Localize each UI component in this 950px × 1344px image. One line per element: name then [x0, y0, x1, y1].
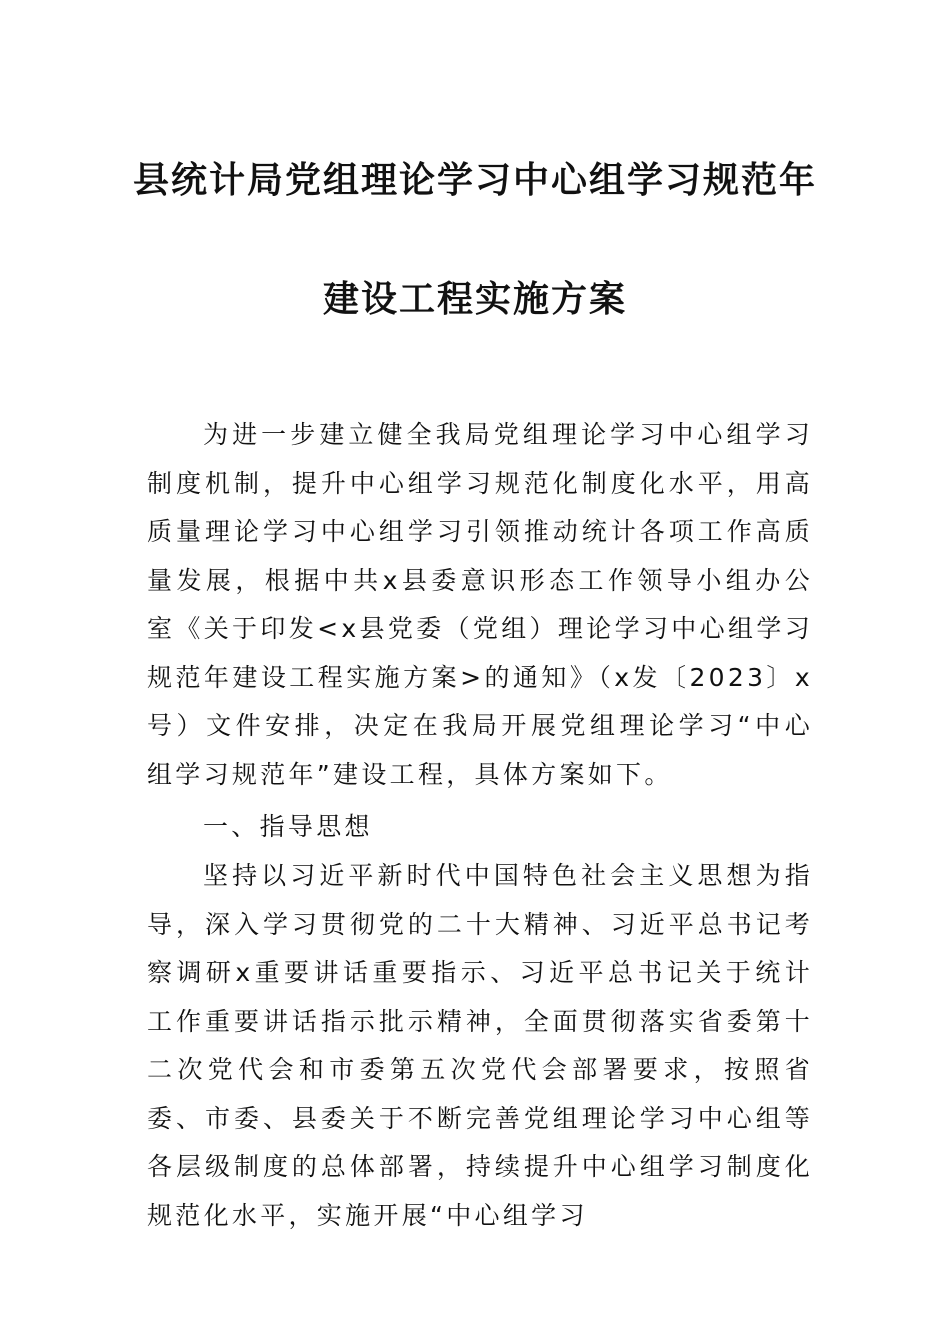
document-title-line-1: 县统计局党组理论学习中心组学习规范年 [132, 160, 817, 201]
guiding-ideology-paragraph [147, 852, 813, 1230]
intro-paragraph [147, 411, 813, 799]
document-title-line-2: 建设工程实施方案 [322, 279, 627, 320]
intro-paragraph-text: 为进一步建立健全我局党组理论学习中心组学习制度机制，提升中心组学习规范化制度化水平，用高质量理论学习中心组学习引领推动统计各项工作高质量发展，根据中共x县委意识形态工作领导小组办公室《关于印发<x县党委（党组）理论学习中心组学习规范年建设工程实施方案>的通知》（x发〔2023〕x号）文件安排，决定在我局开展党组理论学习“中心组学习规范年”建设工程，具体方案如下。 [147, 420, 813, 789]
section-heading-text: 一、指导思想 [203, 812, 373, 841]
guiding-ideology-text: 坚持以习近平新时代中国特色社会主义思想为指导，深入学习贯彻党的二十大精神、习近平总书记考察调研x重要讲话重要指示、习近平总书记关于统计工作重要讲话指示批示精神，全面贯彻落实省委第十二次党代会和市委第五次党代会部署要求，按照省委、市委、县委关于不断完善党组理论学习中心组等各层级制度的总体部署，持续提升中心组学习制度化规范化水平，实施开展“中心组学习 [147, 861, 813, 1230]
section-heading-guiding-ideology [147, 803, 813, 852]
